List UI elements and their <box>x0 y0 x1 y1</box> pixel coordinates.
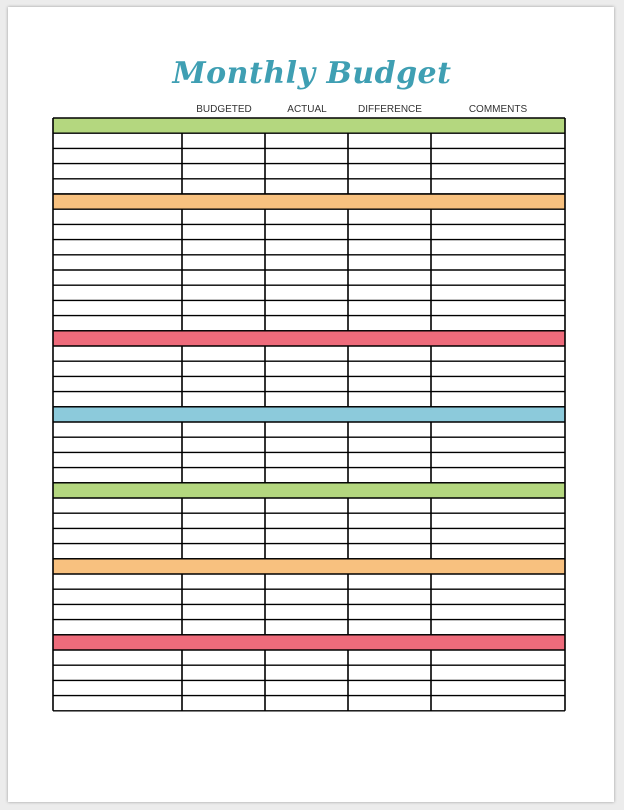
category-band <box>53 118 565 133</box>
category-band <box>53 407 565 422</box>
column-header-actual: ACTUAL <box>287 104 327 115</box>
category-band <box>53 194 565 209</box>
page-title: Monthly Budget <box>172 56 452 91</box>
category-band <box>53 331 565 346</box>
column-header-comments: COMMENTS <box>468 104 528 115</box>
category-band <box>53 483 565 498</box>
category-band <box>53 635 565 650</box>
column-header-difference: DIFFERENCE <box>358 104 422 115</box>
category-band <box>53 559 565 574</box>
column-header-budgeted: BUDGETED <box>196 104 252 115</box>
